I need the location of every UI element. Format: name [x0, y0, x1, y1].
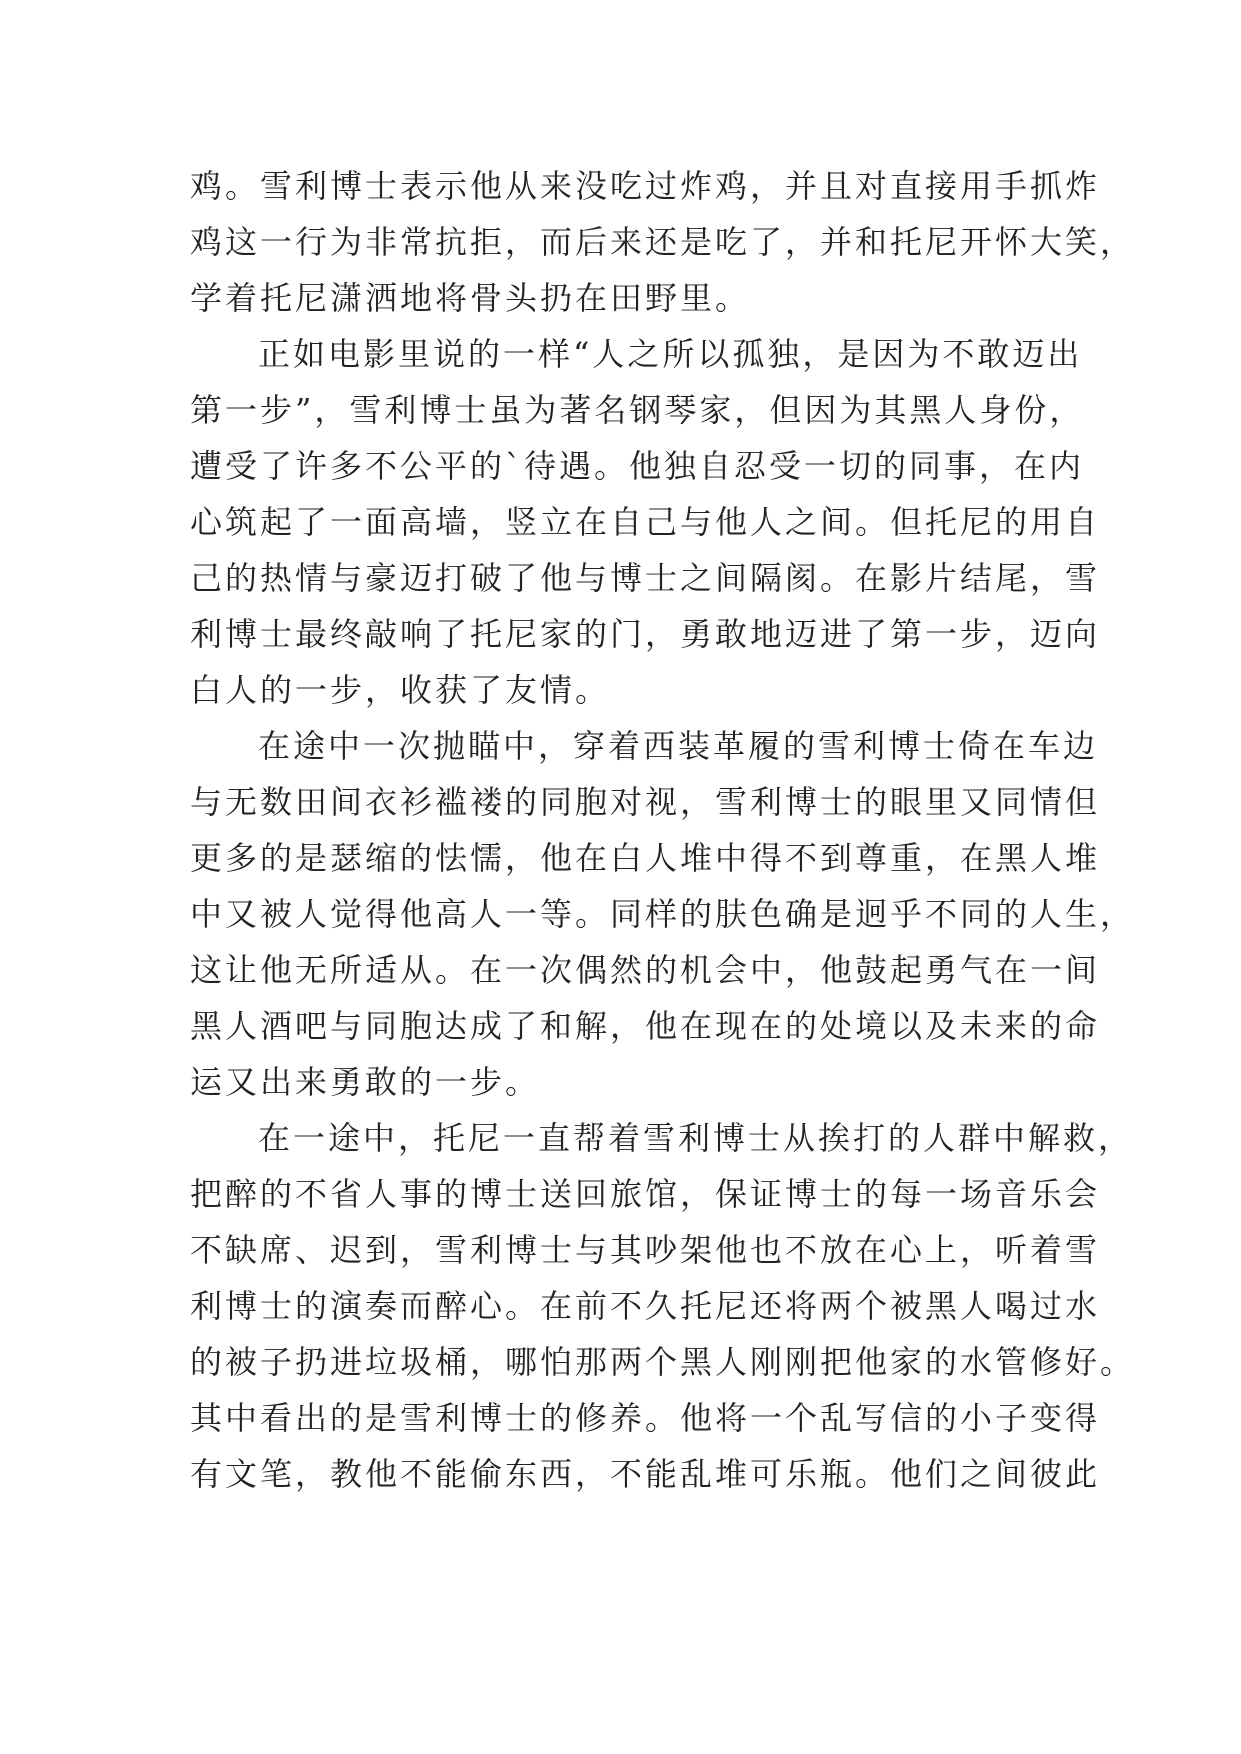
text-line: 遭受了许多不公平的`待遇。他独自忍受一切的同事，在内	[190, 447, 1085, 485]
text-line: 正如电影里说的一样“人之所以孤独，是因为不敢迈出	[258, 335, 1083, 373]
text-line: 与无数田间衣衫褴褛的同胞对视，雪利博士的眼里又同情但	[190, 783, 1101, 821]
document-body	[190, 158, 1136, 1502]
text-line: 白人的一步，收获了友情。	[190, 671, 611, 709]
text-line: 运又出来勇敢的一步。	[190, 1063, 541, 1101]
text-line: 黑人酒吧与同胞达成了和解，他在现在的处境以及未来的命	[190, 1007, 1101, 1045]
text-line: 己的热情与豪迈打破了他与博士之间隔阂。在影片结尾，雪	[190, 559, 1101, 597]
text-line: 中又被人觉得他高人一等。同样的肤色确是迥乎不同的人生，	[190, 895, 1136, 933]
text-line: 的被子扔进垃圾桶，哪怕那两个黑人刚刚把他家的水管修好。	[190, 1343, 1136, 1381]
text-line: 不缺席、迟到，雪利博士与其吵架他也不放在心上，听着雪	[190, 1231, 1101, 1269]
text-line: 第一步”，雪利博士虽为著名钢琴家，但因为其黑人身份，	[190, 391, 1085, 429]
text-line: 学着托尼潇洒地将骨头扔在田野里。	[190, 279, 751, 317]
text-line: 心筑起了一面高墙，竖立在自己与他人之间。但托尼的用自	[190, 503, 1101, 541]
text-line: 鸡这一行为非常抗拒，而后来还是吃了，并和托尼开怀大笑，	[190, 223, 1136, 261]
text-line: 利博士最终敲响了托尼家的门，勇敢地迈进了第一步，迈向	[190, 615, 1101, 653]
text-line: 鸡。雪利博士表示他从来没吃过炸鸡，并且对直接用手抓炸	[190, 167, 1101, 205]
text-line: 其中看出的是雪利博士的修养。他将一个乱写信的小子变得	[190, 1399, 1101, 1437]
text-line: 利博士的演奏而醉心。在前不久托尼还将两个被黑人喝过水	[190, 1287, 1101, 1325]
text-line: 在一途中，托尼一直帮着雪利博士从挨打的人群中解救，	[258, 1119, 1134, 1157]
text-line: 在途中一次抛瞄中，穿着西装革履的雪利博士倚在车边	[258, 727, 1099, 765]
text-line: 把醉的不省人事的博士送回旅馆，保证博士的每一场音乐会	[190, 1175, 1101, 1213]
text-line: 更多的是瑟缩的怯懦，他在白人堆中得不到尊重，在黑人堆	[190, 839, 1101, 877]
text-line: 有文笔，教他不能偷东西，不能乱堆可乐瓶。他们之间彼此	[190, 1455, 1101, 1493]
text-line: 这让他无所适从。在一次偶然的机会中，他鼓起勇气在一间	[190, 951, 1101, 989]
